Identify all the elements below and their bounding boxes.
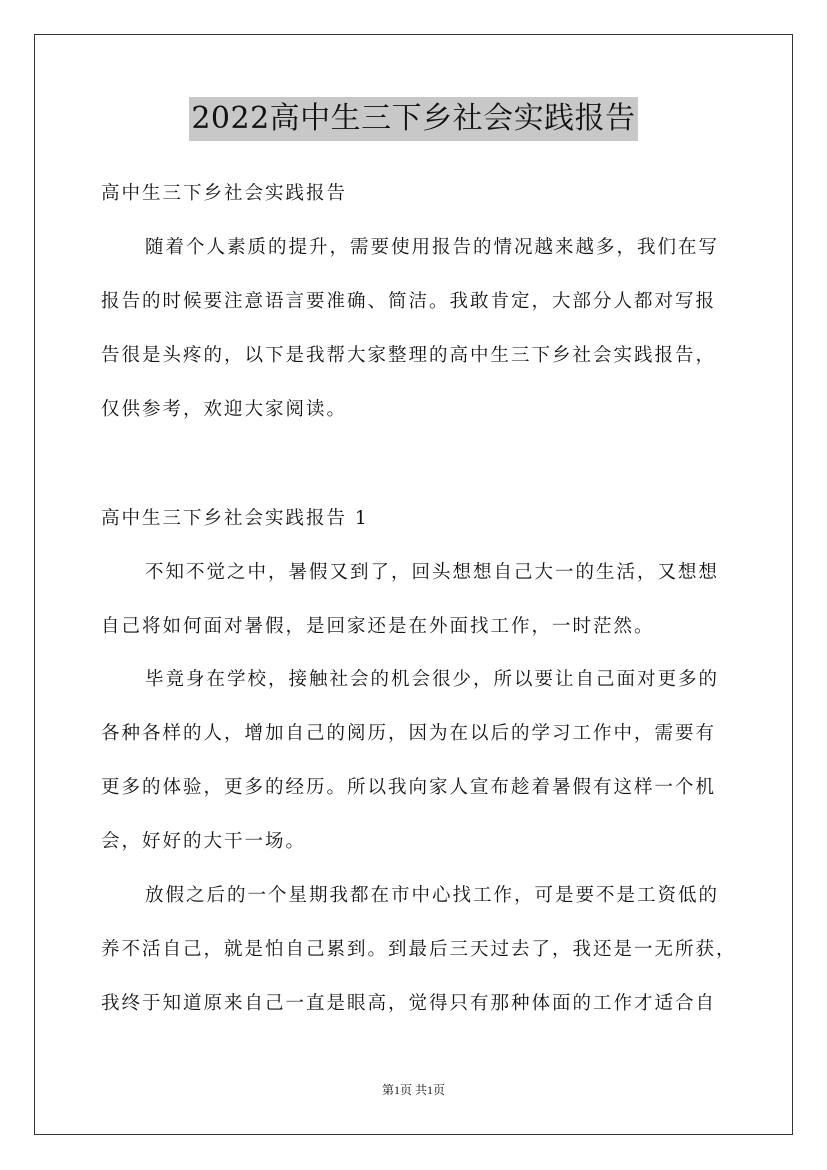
subtitle: 高中生三下乡社会实践报告	[101, 183, 348, 204]
paragraph-line: 养不活自己，就是怕自己累到。到最后三天过去了，我还是一无所获，	[101, 939, 737, 960]
paragraph-line: 我终于知道原来自己一直是眼高，觉得只有那种体面的工作才适合自	[101, 993, 717, 1014]
section-heading: 高中生三下乡社会实践报告 1	[101, 508, 369, 529]
paragraph-line: 更多的体验，更多的经历。所以我向家人宣布趁着暑假有这样一个机	[101, 777, 717, 798]
document-title: 2022高中生三下乡社会实践报告	[189, 97, 637, 141]
paragraph-line: 仅供参考，欢迎大家阅读。	[101, 399, 348, 420]
paragraph-line: 报告的时候要注意语言要准确、简洁。我敢肯定，大部分人都对写报	[101, 291, 717, 312]
paragraph-line: 随着个人素质的提升，需要使用报告的情况越来越多，我们在写	[145, 237, 720, 258]
page-number: 第1页 共1页	[381, 1083, 445, 1097]
paragraph-line: 会，好好的大干一场。	[101, 831, 307, 852]
paragraph-line: 告很是头疼的，以下是我帮大家整理的高中生三下乡社会实践报告，	[101, 345, 717, 366]
title-container	[0, 97, 827, 141]
paragraph-line: 各种各样的人，增加自己的阅历，因为在以后的学习工作中，需要有	[101, 723, 717, 744]
paragraph-line: 放假之后的一个星期我都在市中心找工作，可是要不是工资低的	[145, 885, 720, 906]
paragraph-line: 不知不觉之中，暑假又到了，回头想想自己大一的生活，又想想	[145, 562, 720, 583]
paragraph-line: 自己将如何面对暑假，是回家还是在外面找工作，一时茫然。	[101, 616, 655, 637]
paragraph-line: 毕竟身在学校，接触社会的机会很少，所以要让自己面对更多的	[145, 669, 720, 690]
